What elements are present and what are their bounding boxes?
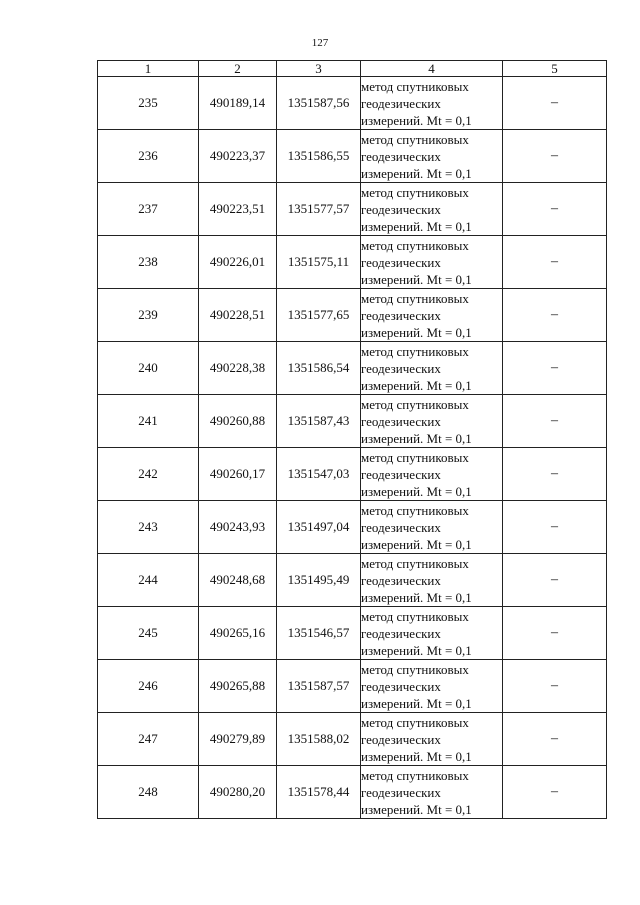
method-line: измерений. Mt = 0,1 xyxy=(361,748,472,764)
method-line: измерений. Mt = 0,1 xyxy=(361,324,472,340)
coordinate-y: 1351577,57 xyxy=(277,183,361,236)
note: – xyxy=(503,289,607,342)
coordinate-y: 1351586,55 xyxy=(277,130,361,183)
page-number: 127 xyxy=(311,37,329,49)
table-row xyxy=(98,660,607,713)
coordinate-x: 490189,14 xyxy=(199,77,277,130)
method-line: измерений. Mt = 0,1 xyxy=(361,430,472,446)
method-description xyxy=(361,713,503,766)
method-line: метод спутниковых xyxy=(361,502,469,518)
note: – xyxy=(503,713,607,766)
table-row xyxy=(98,448,607,501)
coordinate-y: 1351578,44 xyxy=(277,766,361,819)
header-row xyxy=(98,61,607,77)
method-line: измерений. Mt = 0,1 xyxy=(361,589,472,605)
point-number: 239 xyxy=(98,289,199,342)
method-line: геодезических xyxy=(361,95,441,111)
point-number: 237 xyxy=(98,183,199,236)
method-line: измерений. Mt = 0,1 xyxy=(361,271,472,287)
method-line: метод спутниковых xyxy=(361,237,469,253)
table-row xyxy=(98,395,607,448)
coordinate-x: 490280,20 xyxy=(199,766,277,819)
coordinate-x: 490265,16 xyxy=(199,607,277,660)
header-col-4: 4 xyxy=(361,61,503,77)
note: – xyxy=(503,395,607,448)
method-description xyxy=(361,342,503,395)
method-line: метод спутниковых xyxy=(361,343,469,359)
method-line: геодезических xyxy=(361,466,441,482)
header-col-1: 1 xyxy=(98,61,199,77)
coordinate-x: 490223,51 xyxy=(199,183,277,236)
coordinate-x: 490228,51 xyxy=(199,289,277,342)
method-description xyxy=(361,766,503,819)
method-line: метод спутниковых xyxy=(361,78,469,94)
coordinate-x: 490260,17 xyxy=(199,448,277,501)
method-line: измерений. Mt = 0,1 xyxy=(361,377,472,393)
point-number: 236 xyxy=(98,130,199,183)
method-line: геодезических xyxy=(361,572,441,588)
method-description xyxy=(361,289,503,342)
method-description xyxy=(361,554,503,607)
note: – xyxy=(503,660,607,713)
method-line: метод спутниковых xyxy=(361,555,469,571)
table-row xyxy=(98,766,607,819)
coordinate-x: 490243,93 xyxy=(199,501,277,554)
table-body xyxy=(98,77,607,819)
method-line: измерений. Mt = 0,1 xyxy=(361,165,472,181)
method-line: измерений. Mt = 0,1 xyxy=(361,801,472,817)
coordinate-y: 1351575,11 xyxy=(277,236,361,289)
method-line: геодезических xyxy=(361,254,441,270)
method-line: измерений. Mt = 0,1 xyxy=(361,642,472,658)
table-row xyxy=(98,501,607,554)
point-number: 235 xyxy=(98,77,199,130)
method-line: геодезических xyxy=(361,784,441,800)
point-number: 243 xyxy=(98,501,199,554)
table-row xyxy=(98,130,607,183)
point-number: 247 xyxy=(98,713,199,766)
method-line: геодезических xyxy=(361,625,441,641)
coordinate-y: 1351577,65 xyxy=(277,289,361,342)
method-line: измерений. Mt = 0,1 xyxy=(361,536,472,552)
method-line: геодезических xyxy=(361,519,441,535)
coordinate-y: 1351588,02 xyxy=(277,713,361,766)
method-line: измерений. Mt = 0,1 xyxy=(361,218,472,234)
method-line: измерений. Mt = 0,1 xyxy=(361,695,472,711)
method-line: метод спутниковых xyxy=(361,767,469,783)
method-line: метод спутниковых xyxy=(361,661,469,677)
method-line: геодезических xyxy=(361,307,441,323)
method-line: метод спутниковых xyxy=(361,290,469,306)
table-header xyxy=(98,61,607,77)
method-description xyxy=(361,130,503,183)
note: – xyxy=(503,236,607,289)
coordinate-x: 490260,88 xyxy=(199,395,277,448)
coordinates-table xyxy=(97,60,607,819)
table-row xyxy=(98,607,607,660)
method-line: геодезических xyxy=(361,148,441,164)
method-line: метод спутниковых xyxy=(361,608,469,624)
point-number: 241 xyxy=(98,395,199,448)
note: – xyxy=(503,183,607,236)
coordinate-y: 1351587,43 xyxy=(277,395,361,448)
coordinate-y: 1351497,04 xyxy=(277,501,361,554)
method-line: метод спутниковых xyxy=(361,714,469,730)
coordinate-y: 1351587,56 xyxy=(277,77,361,130)
method-description xyxy=(361,501,503,554)
table-row xyxy=(98,183,607,236)
method-line: метод спутниковых xyxy=(361,131,469,147)
table-row xyxy=(98,554,607,607)
table-row xyxy=(98,713,607,766)
point-number: 240 xyxy=(98,342,199,395)
method-line: геодезических xyxy=(361,201,441,217)
method-description xyxy=(361,448,503,501)
header-col-5: 5 xyxy=(503,61,607,77)
note: – xyxy=(503,766,607,819)
header-col-3: 3 xyxy=(277,61,361,77)
method-description xyxy=(361,183,503,236)
coordinate-x: 490265,88 xyxy=(199,660,277,713)
method-line: геодезических xyxy=(361,413,441,429)
method-line: измерений. Mt = 0,1 xyxy=(361,483,472,499)
coordinate-x: 490279,89 xyxy=(199,713,277,766)
note: – xyxy=(503,607,607,660)
method-line: геодезических xyxy=(361,360,441,376)
note: – xyxy=(503,501,607,554)
point-number: 244 xyxy=(98,554,199,607)
method-description xyxy=(361,77,503,130)
point-number: 248 xyxy=(98,766,199,819)
table-row xyxy=(98,77,607,130)
point-number: 245 xyxy=(98,607,199,660)
coordinate-y: 1351587,57 xyxy=(277,660,361,713)
note: – xyxy=(503,448,607,501)
coordinate-x: 490226,01 xyxy=(199,236,277,289)
coordinate-y: 1351586,54 xyxy=(277,342,361,395)
coordinate-x: 490223,37 xyxy=(199,130,277,183)
coordinate-y: 1351495,49 xyxy=(277,554,361,607)
table-row xyxy=(98,236,607,289)
point-number: 246 xyxy=(98,660,199,713)
point-number: 242 xyxy=(98,448,199,501)
method-line: метод спутниковых xyxy=(361,396,469,412)
method-line: геодезических xyxy=(361,678,441,694)
method-line: измерений. Mt = 0,1 xyxy=(361,112,472,128)
note: – xyxy=(503,130,607,183)
method-description xyxy=(361,660,503,713)
method-description xyxy=(361,395,503,448)
note: – xyxy=(503,342,607,395)
table-row xyxy=(98,342,607,395)
table-row xyxy=(98,289,607,342)
note: – xyxy=(503,77,607,130)
method-description xyxy=(361,607,503,660)
coordinate-y: 1351546,57 xyxy=(277,607,361,660)
note: – xyxy=(503,554,607,607)
method-line: геодезических xyxy=(361,731,441,747)
coordinate-y: 1351547,03 xyxy=(277,448,361,501)
point-number: 238 xyxy=(98,236,199,289)
coordinate-x: 490228,38 xyxy=(199,342,277,395)
method-description xyxy=(361,236,503,289)
header-col-2: 2 xyxy=(199,61,277,77)
method-line: метод спутниковых xyxy=(361,184,469,200)
method-line: метод спутниковых xyxy=(361,449,469,465)
coordinate-x: 490248,68 xyxy=(199,554,277,607)
